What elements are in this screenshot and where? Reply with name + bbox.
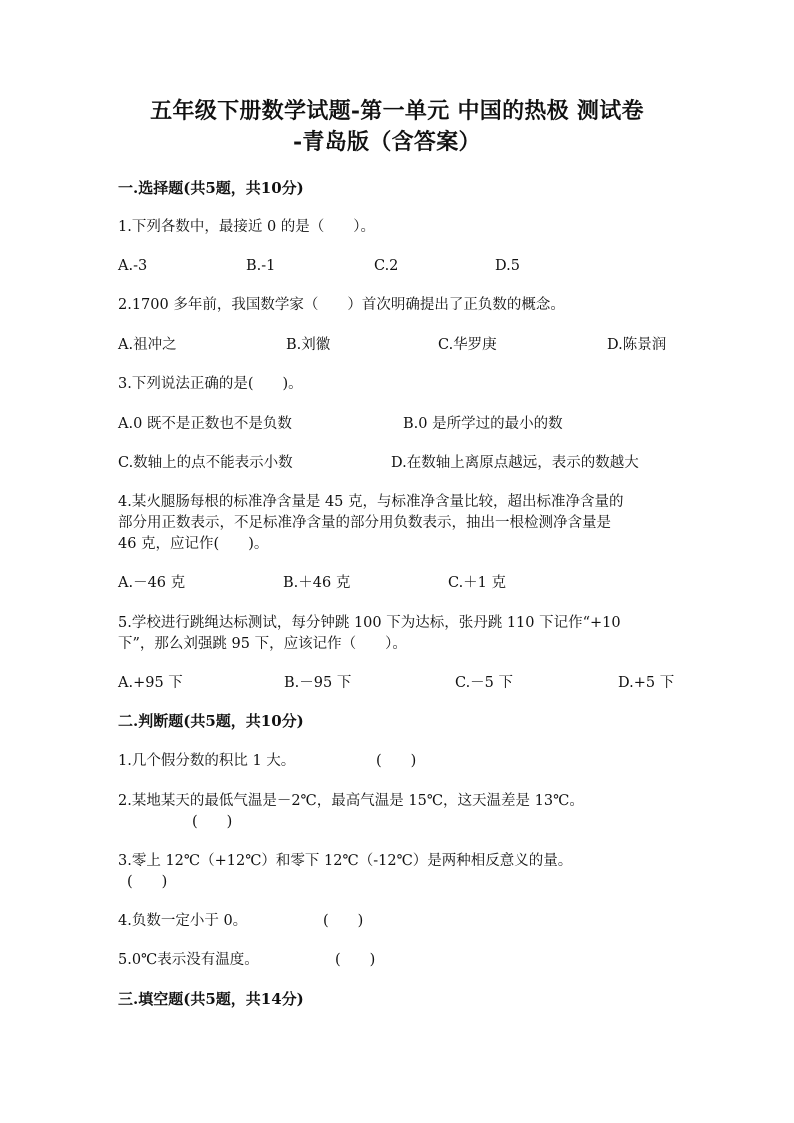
page-title (100, 96, 694, 158)
option-c: C.华罗庚 (438, 337, 497, 353)
option-b: B.-1 (246, 258, 276, 274)
answer-paren-2-2: ( ) (192, 814, 233, 830)
option-c: C.＋1 克 (448, 575, 507, 591)
answer-paren-2-3: ( ) (127, 874, 168, 890)
options-1-3-row2 (118, 454, 674, 472)
option-d: D.在数轴上离原点越远，表示的数越大 (391, 455, 639, 471)
option-b: B.刘徽 (286, 337, 331, 353)
question-2-4: 4.负数一定小于 0。 (118, 913, 248, 929)
options-1-4 (118, 574, 674, 592)
question-1-4-line-2: 部分用正数表示，不足标准净含量的部分用负数表示，抽出一根检测净含量是 (118, 515, 611, 531)
option-b: B.0 是所学过的最小的数 (403, 416, 563, 432)
options-1-2 (118, 336, 674, 354)
option-a: A.祖冲之 (118, 337, 177, 353)
section-header-fill-in: 三.填空题(共5题，共14分) (118, 990, 304, 1008)
section-header-judgment: 二.判断题(共5题，共10分) (118, 712, 304, 730)
options-1-1 (118, 257, 674, 275)
question-1-5-line-1: 5.学校进行跳绳达标测试，每分钟跳 100 下为达标，张丹跳 110 下记作“+10 (118, 615, 621, 631)
options-1-5 (118, 674, 674, 692)
options-1-3-row1 (118, 415, 674, 433)
option-a: A.-3 (118, 258, 148, 274)
answer-paren-2-4: ( ) (323, 913, 364, 929)
option-d: D.5 (495, 258, 520, 274)
question-1-5-line-2: 下”，那么刘强跳 95 下，应该记作（ ）。 (118, 636, 407, 652)
question-1-3: 3.下列说法正确的是( )。 (118, 376, 303, 392)
option-a: A.－46 克 (118, 575, 186, 591)
option-b: B.－95 下 (284, 675, 352, 691)
question-1-4-line-1: 4.某火腿肠每根的标准净含量是 45 克，与标准净含量比较，超出标准净含量的 (118, 494, 624, 510)
answer-paren-2-5: ( ) (335, 952, 376, 968)
question-2-1: 1.几个假分数的积比 1 大。 (118, 753, 296, 769)
title-line-1: 五年级下册数学试题-第一单元 中国的热极 测试卷 (150, 98, 644, 124)
option-d: D.陈景润 (607, 337, 667, 353)
question-1-4-line-3: 46 克，应记作( )。 (118, 536, 269, 552)
option-c: C.－5 下 (455, 675, 514, 691)
question-2-2: 2.某地某天的最低气温是－2℃，最高气温是 15℃，这天温差是 13℃。 (118, 793, 584, 809)
option-a: A.0 既不是正数也不是负数 (118, 416, 292, 432)
answer-paren-2-1: ( ) (376, 753, 417, 769)
question-2-5: 5.0℃表示没有温度。 (118, 952, 259, 968)
option-a: A.+95 下 (118, 675, 183, 691)
question-1-1: 1.下列各数中，最接近 0 的是（ ）。 (118, 219, 376, 235)
option-b: B.＋46 克 (283, 575, 351, 591)
section-header-choice: 一.选择题(共5题，共10分) (118, 179, 304, 197)
option-c: C.2 (374, 258, 399, 274)
question-1-2: 2.1700 多年前，我国数学家（ ）首次明确提出了正负数的概念。 (118, 297, 565, 313)
title-line-2: -青岛版（含答案） (293, 129, 481, 155)
option-d: D.+5 下 (618, 675, 675, 691)
option-c: C.数轴上的点不能表示小数 (118, 455, 293, 471)
question-2-3: 3.零上 12℃（+12℃）和零下 12℃（-12℃）是两种相反意义的量。 (118, 853, 573, 869)
